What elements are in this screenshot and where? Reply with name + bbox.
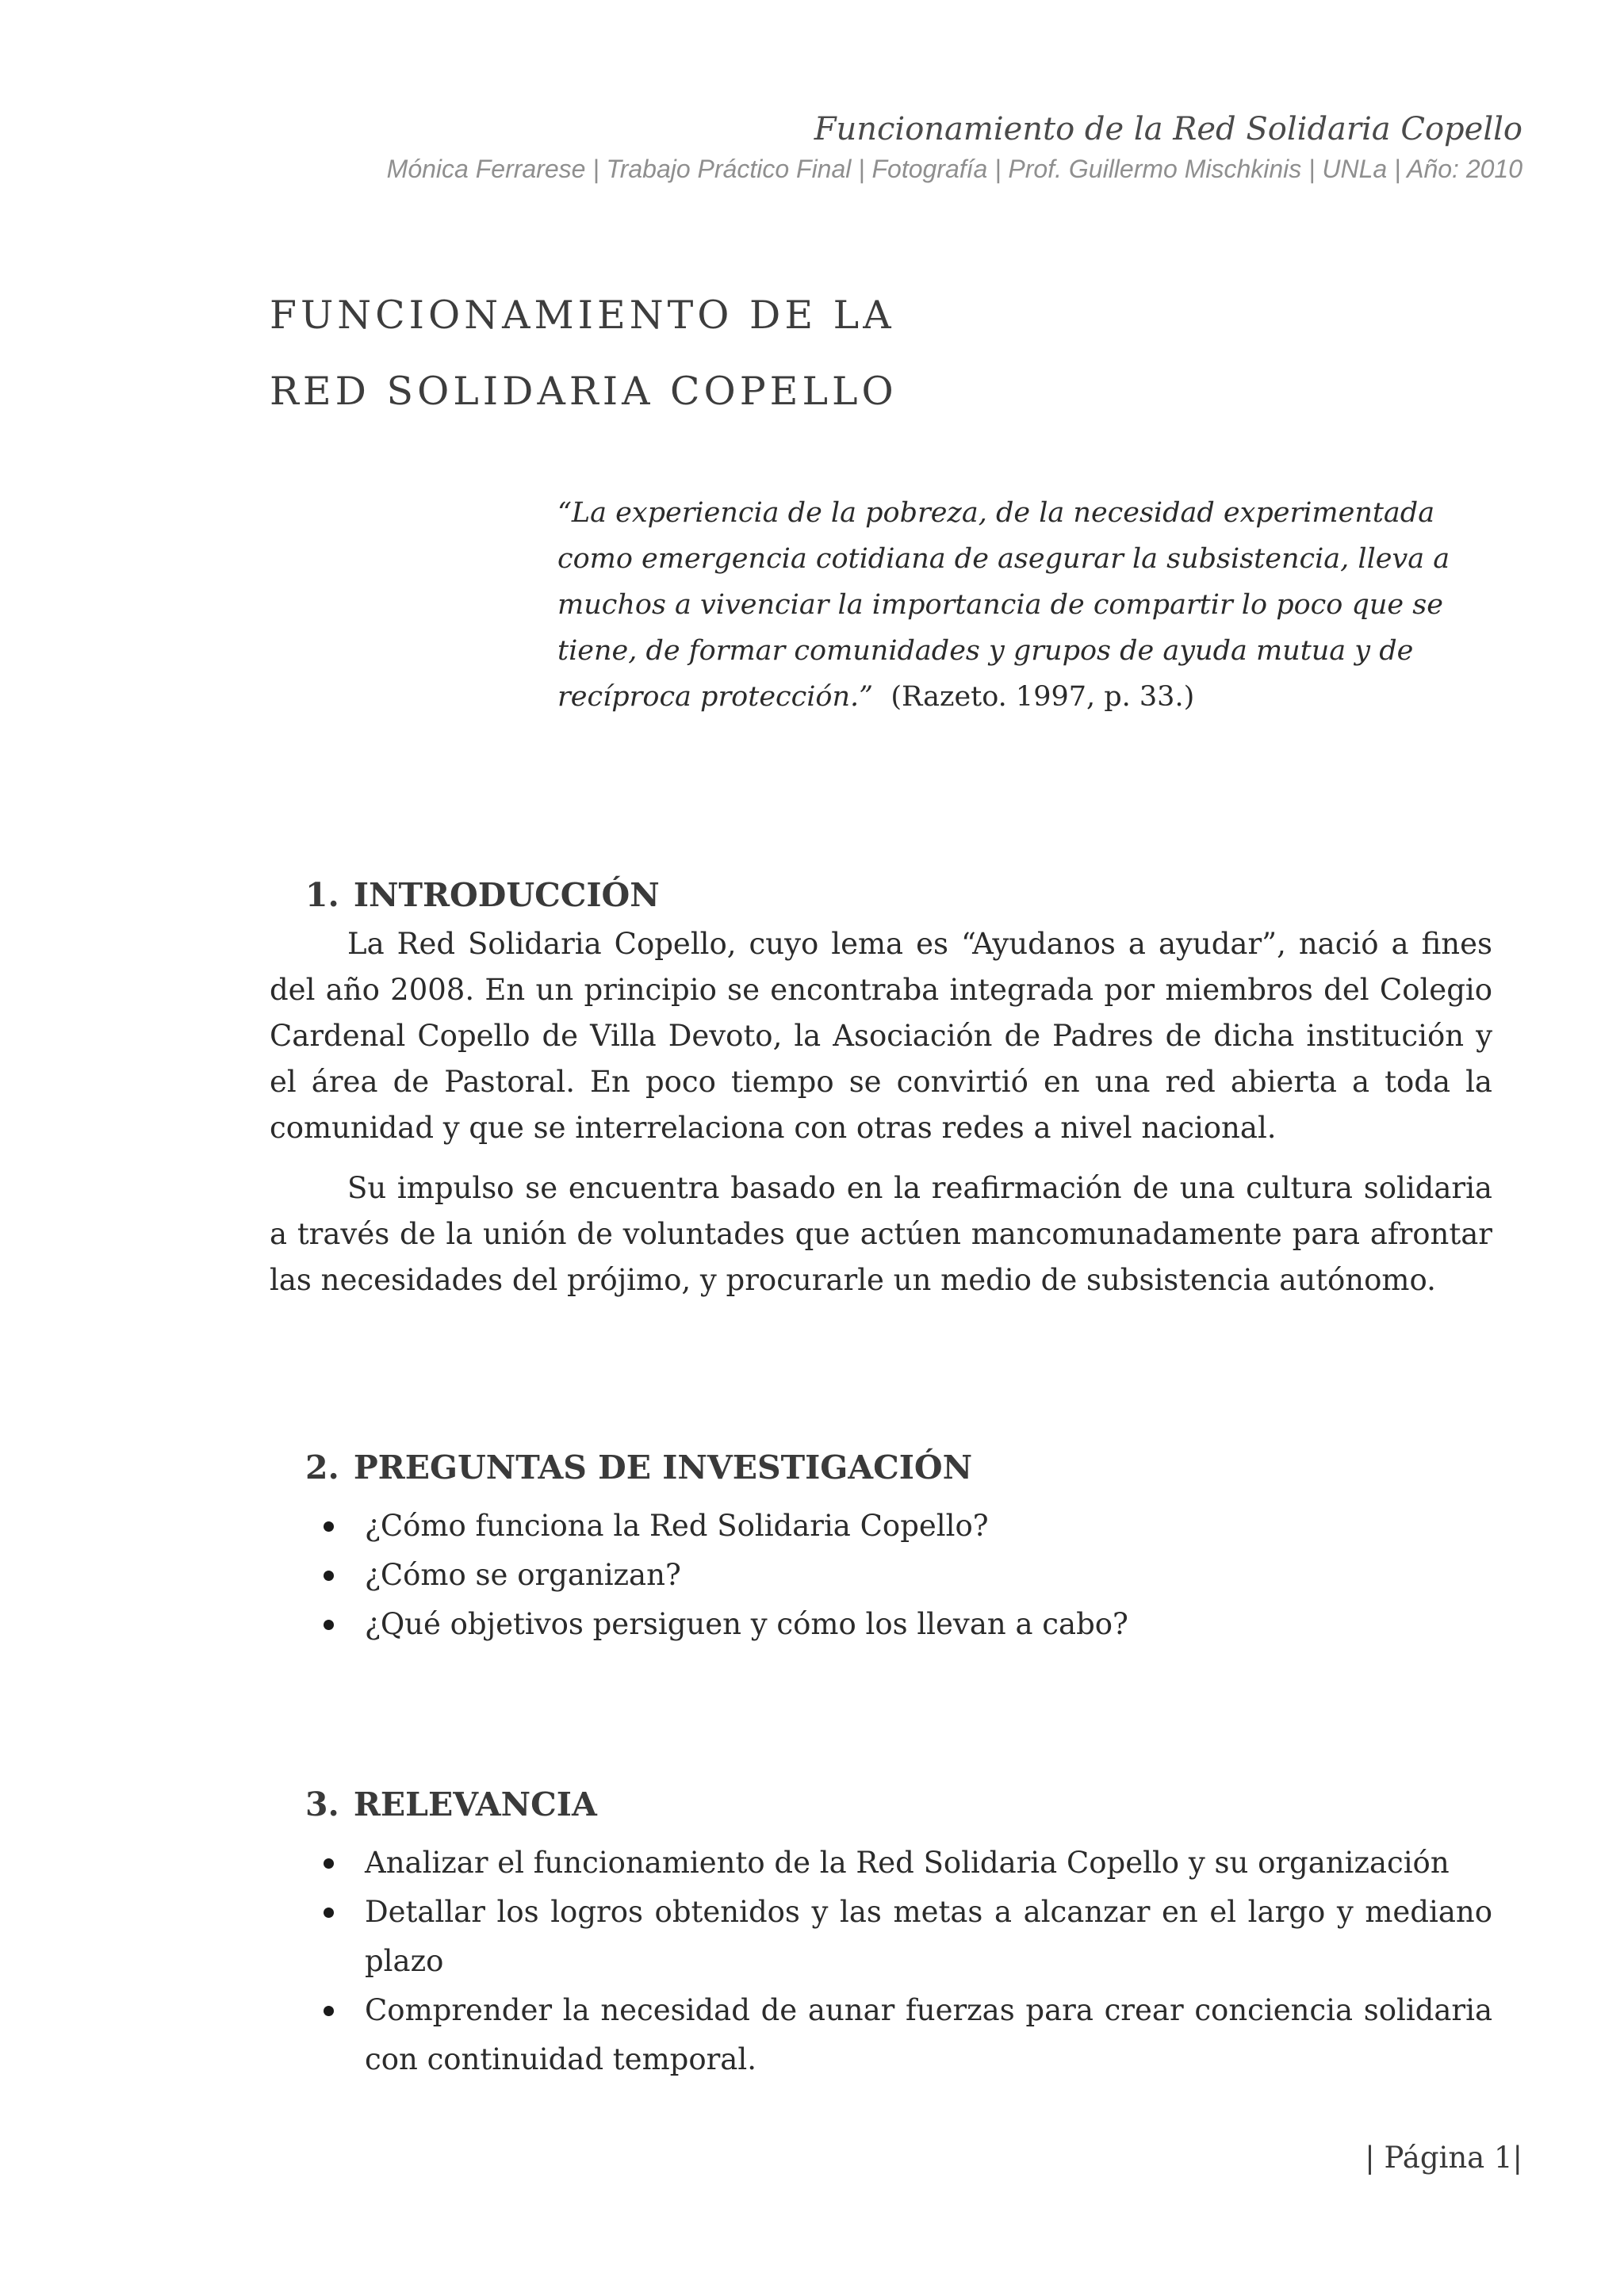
title-line-1: FUNCIONAMIENTO DE LA — [270, 293, 895, 338]
document-title — [270, 277, 898, 430]
section-number: 2. — [305, 1448, 339, 1487]
paragraph: La Red Solidaria Copello, cuyo lema es “Ayudanos a ayudar”, nació a fines del año 2008. En un principio se encontraba integrada por miembros del Colegio Cardenal Copello de Villa Devoto, la Asociación de Padres de dicha institución y el área de Pastoral. En poco tiempo se convirtió en una red abierta a toda la comunidad y que se interrelaciona con otras redes a nivel nacional. — [270, 927, 1492, 1145]
question-list — [270, 1502, 1492, 1649]
epigraph — [557, 490, 1493, 720]
list-item — [270, 1986, 1492, 2084]
section-preguntas — [270, 1443, 1492, 1649]
section-title: RELEVANCIA — [353, 1785, 597, 1823]
list-item-text: Analizar el funcionamiento de la Red Solidaria Copello y su organización — [365, 1846, 1450, 1880]
list-item — [270, 1551, 1492, 1600]
bullet-icon — [324, 1521, 334, 1532]
section-number: 1. — [305, 876, 339, 914]
paragraph: Su impulso se encuentra basado en la reafirmación de una cultura solidaria a través de la unión de voluntades que actúen mancomunadamente para afrontar las necesidades del prójimo, y procurarle un medio de subsistencia autónomo. — [270, 1171, 1492, 1297]
section-heading — [305, 1780, 1492, 1829]
bullet-icon — [324, 2006, 334, 2016]
list-item-text: ¿Cómo funciona la Red Solidaria Copello? — [365, 1509, 989, 1543]
bullet-icon — [324, 1858, 334, 1869]
list-item-text: ¿Cómo se organizan? — [365, 1558, 681, 1592]
page-number: | Página 1| — [1365, 2141, 1522, 2175]
section-title: INTRODUCCIÓN — [353, 876, 660, 914]
epigraph-citation: (Razeto. 1997, p. 33.) — [891, 681, 1195, 713]
epigraph-quote: “La experiencia de la pobreza, de la necesidad experimentada como emergencia cotidiana de asegurar la subsistencia, lleva a muchos a vivenciar la importancia de compartir lo poco que se tiene, de formar comunidades y grupos de ayuda mutua y de recíproca protección.” — [557, 497, 1450, 713]
bullet-icon — [324, 1571, 334, 1581]
list-item — [270, 1888, 1492, 1986]
list-item — [270, 1502, 1492, 1551]
section-introduccion — [270, 871, 1492, 1318]
bullet-icon — [324, 1620, 334, 1630]
list-item — [270, 1600, 1492, 1649]
section-title: PREGUNTAS DE INVESTIGACIÓN — [353, 1448, 973, 1487]
bullet-icon — [324, 1908, 334, 1918]
section-heading — [305, 1443, 1492, 1492]
list-item-text: Comprender la necesidad de aunar fuerzas para crear conciencia solidaria con continuidad temporal. — [365, 1993, 1492, 2076]
list-item-text: Detallar los logros obtenidos y las metas a alcanzar en el largo y mediano plazo — [365, 1895, 1492, 1978]
header-subtitle: Mónica Ferrarese | Trabajo Práctico Final | Fotografía | Prof. Guillermo Mischkinis | UNLa | Año: 2010 — [386, 155, 1522, 183]
page-header — [387, 109, 1522, 186]
title-line-2: RED SOLIDARIA COPELLO — [270, 369, 898, 414]
section-relevancia — [270, 1780, 1492, 2084]
section-number: 3. — [305, 1785, 339, 1823]
header-title: Funcionamiento de la Red Solidaria Copello — [814, 111, 1522, 147]
relevance-list — [270, 1839, 1492, 2084]
list-item-text: ¿Qué objetivos persiguen y cómo los llevan a cabo? — [365, 1607, 1128, 1641]
section-heading — [305, 871, 1492, 920]
list-item — [270, 1839, 1492, 1888]
